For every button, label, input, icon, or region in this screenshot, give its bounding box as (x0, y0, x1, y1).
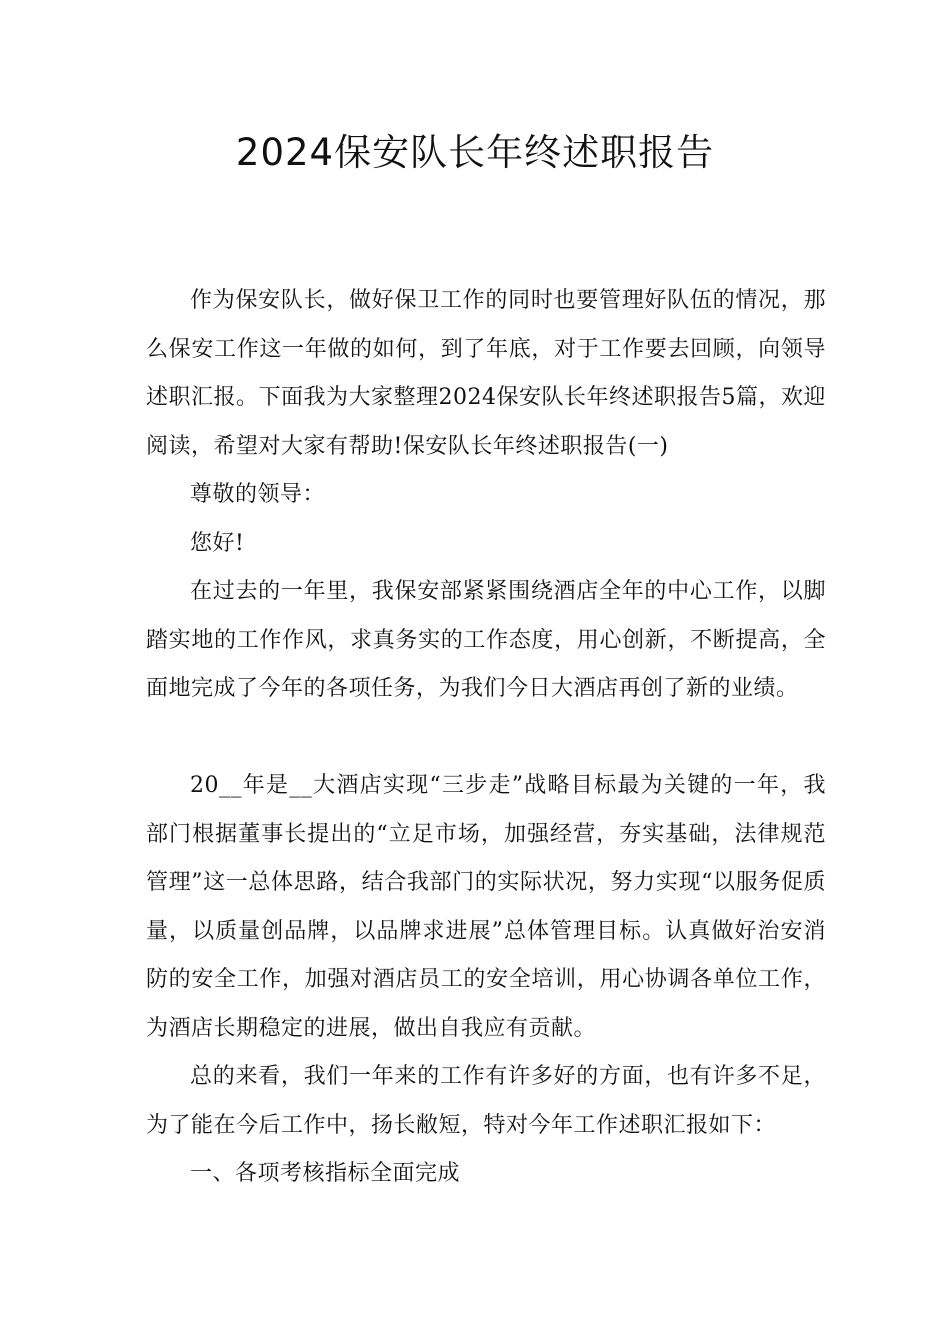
body-section-main (146, 762, 826, 1199)
salutation: 尊敬的领导： (190, 482, 326, 507)
summary-paragraph: 在过去的一年里，我保安部紧紧围绕酒店全年的中心工作，以脚踏实地的工作作风，求真务实的工作态度，用心创新，不断提高，全面地完成了今年的各项任务，为我们今日大酒店再创了新的业绩。 (146, 579, 826, 701)
body-section-intro (146, 277, 826, 714)
strategy-paragraph: 20__年是__大酒店实现“三步走”战略目标最为关键的一年，我部门根据董事长提出的“立足市场，加强经营，夯实基础，法律规范管理”这一总体思路，结合我部门的实际状况，努力实现“以服务促质量，以质量创品牌，以品牌求进展”总体管理目标。认真做好治安消防的安全工作，加强对酒店员工的安全培训，用心协调各单位工作，为酒店长期稳定的进展，做出自我应有贡献。 (146, 773, 826, 1041)
overview-paragraph: 总的来看，我们一年来的工作有许多好的方面，也有许多不足，为了能在今后工作中，扬长敝短，特对今年工作述职汇报如下： (146, 1064, 826, 1138)
document-title: 2024保安队长年终述职报告 (235, 131, 715, 174)
greeting: 您好! (190, 530, 245, 556)
section-heading: 一、各项考核指标全面完成 (190, 1161, 461, 1186)
intro-paragraph: 作为保安队长，做好保卫工作的同时也要管理好队伍的情况，那么保安工作这一年做的如何，到了年底，对于工作要去回顾，向领导述职汇报。下面我为大家整理2024保安队长年终述职报告5篇，欢迎阅读，希望对大家有帮助!保安队长年终述职报告(一) (146, 288, 826, 459)
